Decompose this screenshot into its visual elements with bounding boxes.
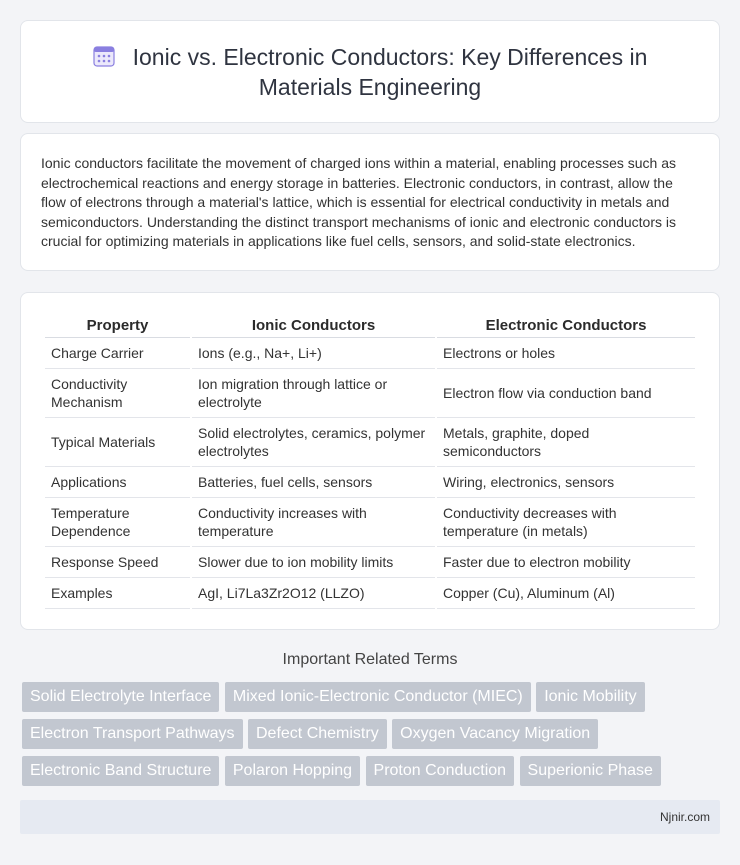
table-cell: Examples (45, 578, 190, 609)
table-cell: Copper (Cu), Aluminum (Al) (437, 578, 695, 609)
table-cell: Electron flow via conduction band (437, 369, 695, 418)
title-card (20, 20, 720, 123)
table-cell: Applications (45, 467, 190, 498)
table-cell: Wiring, electronics, sensors (437, 467, 695, 498)
header-ionic: Ionic Conductors (192, 313, 435, 338)
table-cell: Metals, graphite, doped semiconductors (437, 418, 695, 467)
term-tag[interactable]: Electronic Band Structure (22, 756, 219, 786)
related-terms-list (22, 682, 722, 793)
page-title: Ionic vs. Electronic Conductors: Key Differences in Materials Engineering (132, 43, 648, 100)
term-tag[interactable]: Proton Conduction (366, 756, 515, 786)
table-cell: Charge Carrier (45, 338, 190, 369)
header-property: Property (45, 313, 190, 338)
table-cell: Temperature Dependence (45, 498, 190, 547)
table-cell: Conductivity increases with temperature (192, 498, 435, 547)
term-tag[interactable]: Polaron Hopping (225, 756, 360, 786)
table-cell: AgI, Li7La3Zr2O12 (LLZO) (192, 578, 435, 609)
comparison-table (43, 313, 697, 609)
table-cell: Response Speed (45, 547, 190, 578)
table-row (45, 498, 695, 547)
comparison-table-card (20, 292, 720, 630)
term-tag[interactable]: Defect Chemistry (248, 719, 387, 749)
term-tag[interactable]: Oxygen Vacancy Migration (392, 719, 598, 749)
table-row (45, 418, 695, 467)
intro-card (20, 133, 720, 271)
table-row (45, 578, 695, 609)
footer-site-link[interactable]: Njnir.com (659, 810, 710, 824)
table-cell: Solid electrolytes, ceramics, polymer electrolytes (192, 418, 435, 467)
term-tag[interactable]: Mixed Ionic-Electronic Conductor (MIEC) (225, 682, 531, 712)
table-row (45, 467, 695, 498)
table-cell: Faster due to electron mobility (437, 547, 695, 578)
table-cell: Ion migration through lattice or electrolyte (192, 369, 435, 418)
table-row (45, 338, 695, 369)
calendar-grid-icon (93, 45, 115, 67)
page-title-wrap (61, 42, 679, 102)
related-terms-heading: Important Related Terms (282, 651, 458, 668)
table-header-row (45, 313, 695, 338)
table-cell: Batteries, fuel cells, sensors (192, 467, 435, 498)
term-tag[interactable]: Ionic Mobility (536, 682, 644, 712)
header-electronic: Electronic Conductors (437, 313, 695, 338)
table-row (45, 369, 695, 418)
table-cell: Slower due to ion mobility limits (192, 547, 435, 578)
term-tag[interactable]: Solid Electrolyte Interface (22, 682, 219, 712)
table-cell: Electrons or holes (437, 338, 695, 369)
table-cell: Ions (e.g., Na+, Li+) (192, 338, 435, 369)
table-cell: Typical Materials (45, 418, 190, 467)
term-tag[interactable]: Electron Transport Pathways (22, 719, 243, 749)
table-cell: Conductivity Mechanism (45, 369, 190, 418)
intro-paragraph: Ionic conductors facilitate the movement of charged ions within a material, enabling processes such as electrochemical reactions and energy storage in batteries. Electronic conductors, in contrast, allow the flow of electrons through a material's lattice, which is essential for electrical conductivity in metals and semiconductors. Understanding the distinct transport mechanisms of ionic and electronic conductors is crucial for optimizing materials in applications like fuel cells, sensors, and solid-state electronics. (41, 155, 677, 249)
term-tag[interactable]: Superionic Phase (520, 756, 661, 786)
table-row (45, 547, 695, 578)
table-cell: Conductivity decreases with temperature (in metals) (437, 498, 695, 547)
footer (20, 800, 720, 834)
